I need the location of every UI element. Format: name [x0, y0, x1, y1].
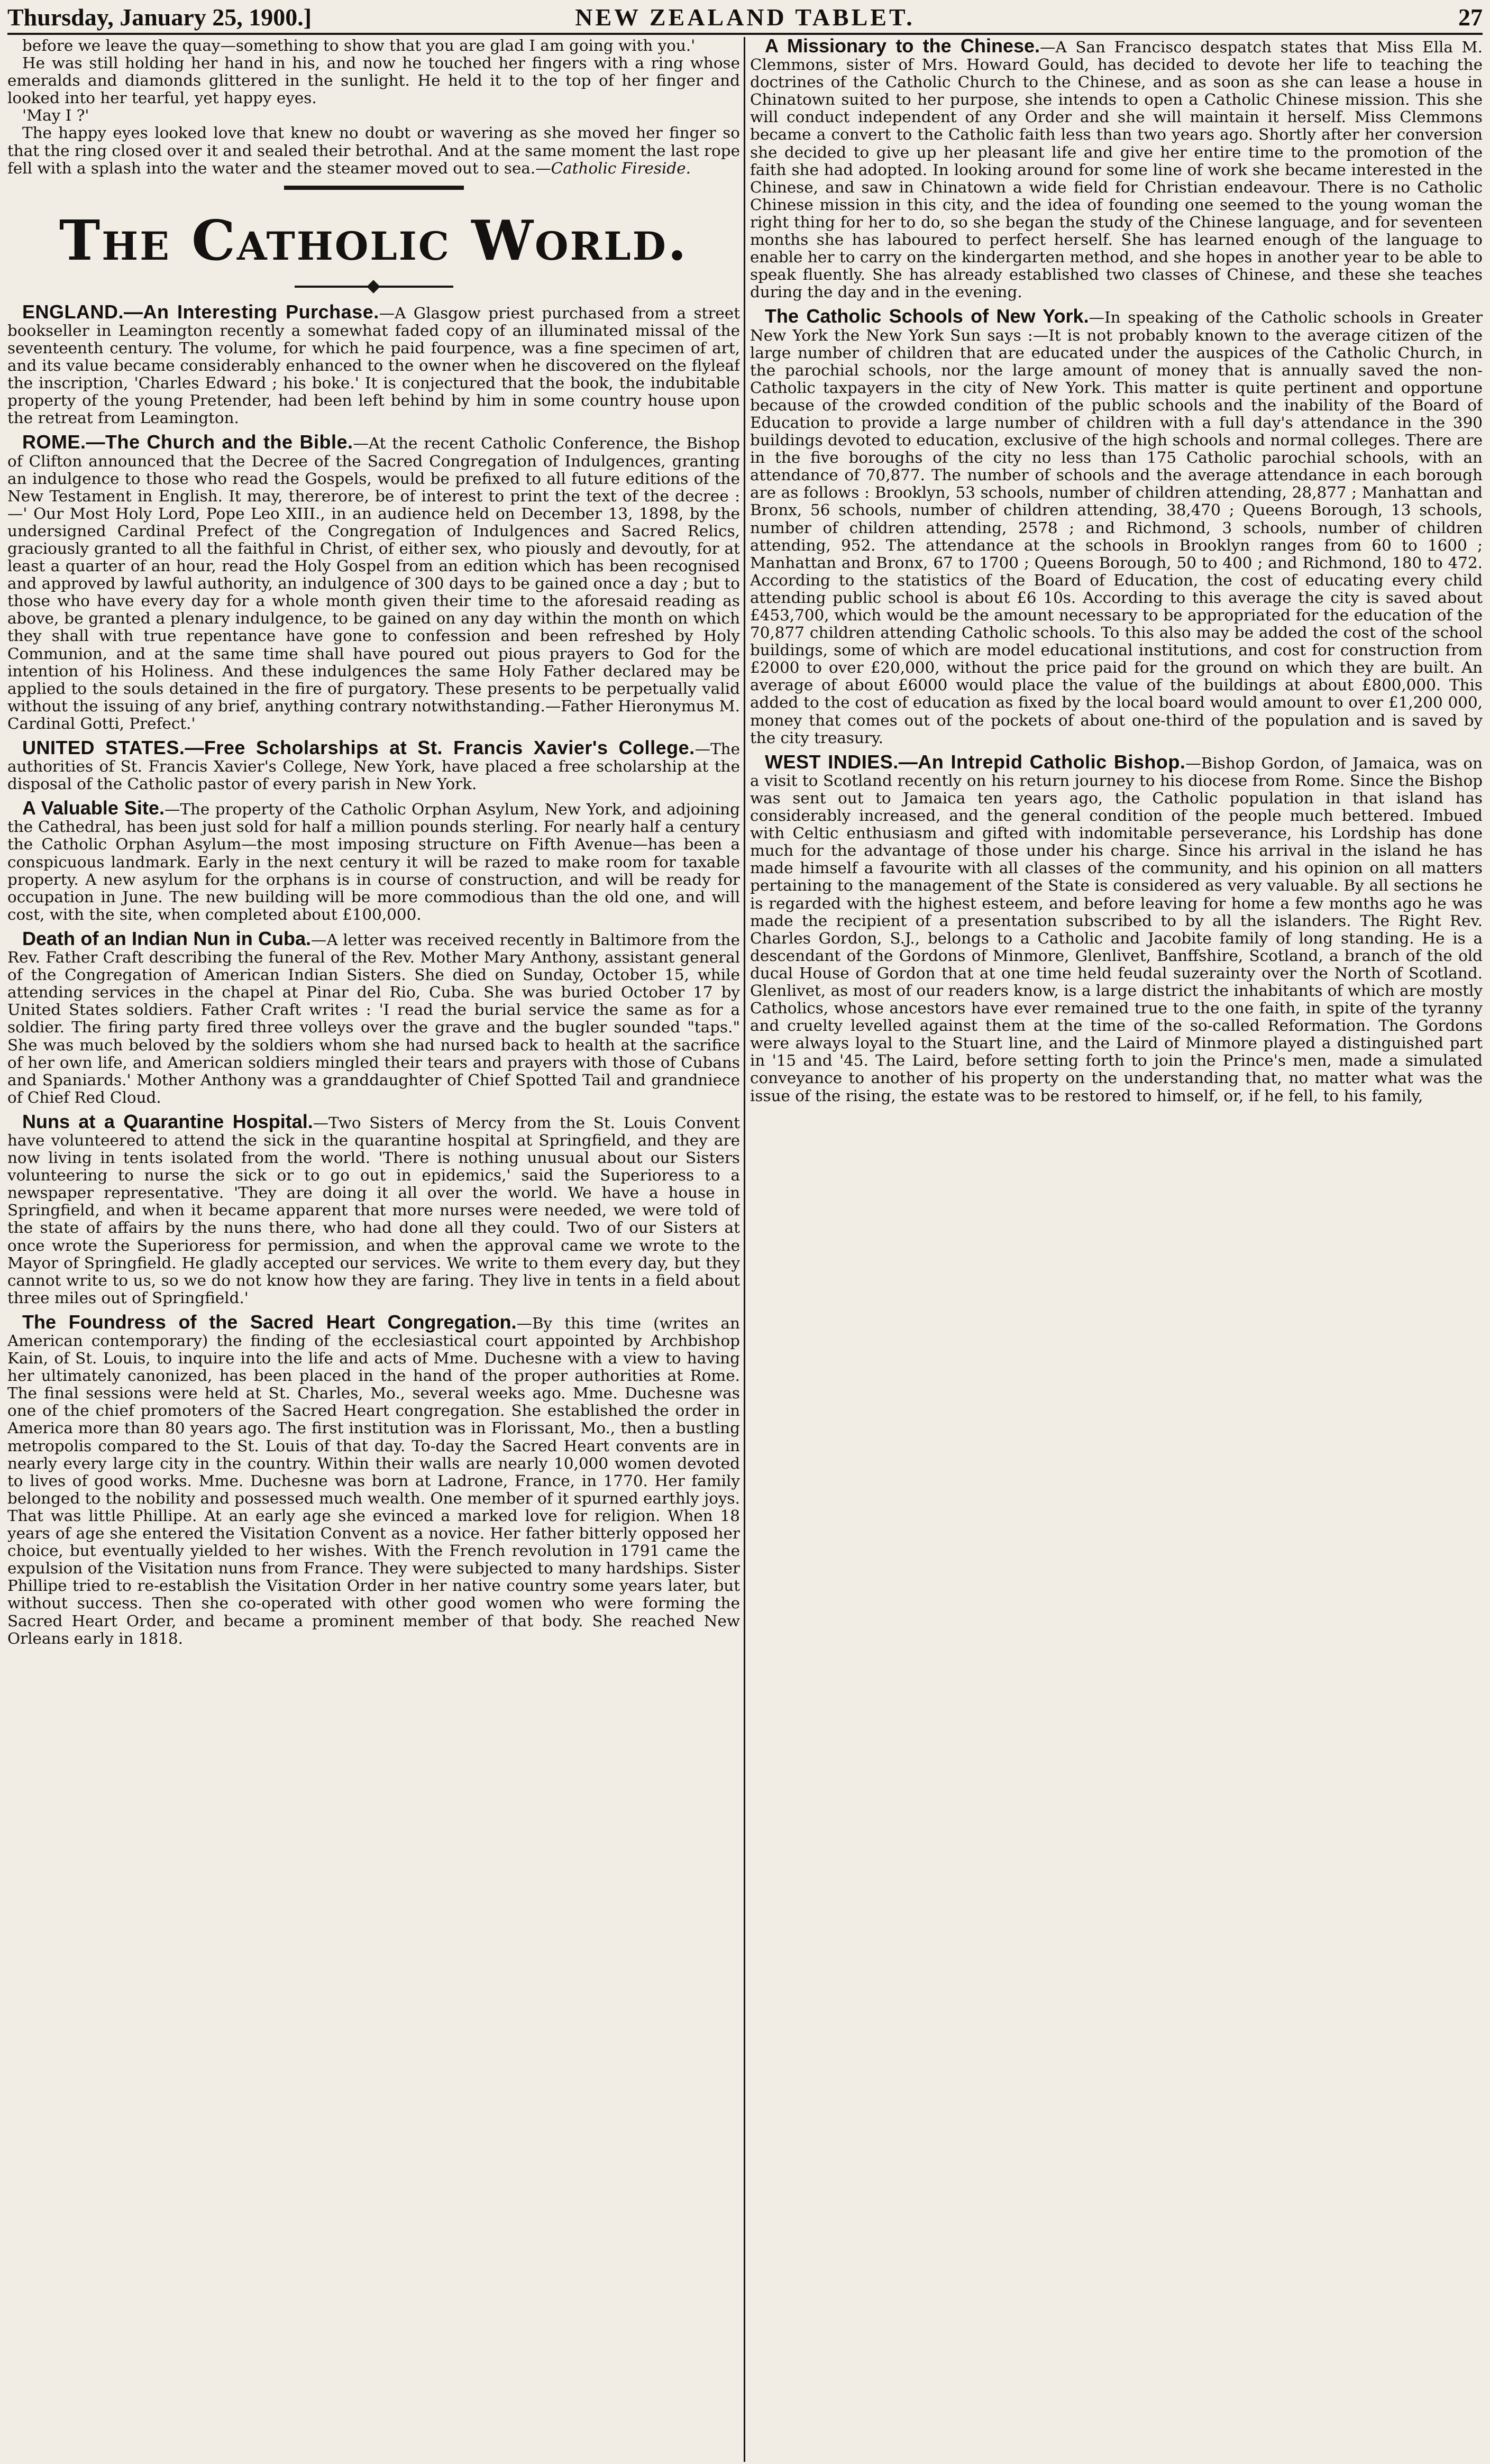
article-heading: ENGLAND.—An Interesting Purchase.: [22, 300, 379, 323]
article-body: —Bishop Gordon, of Jamaica, was on a visit to Scotland recently on his return journey to his diocese from Rome. Since the Bishop was sent out to Jamaica ten years ago, the Catholic population in that island has considerably increased, and the general condition of the people much bettered. Imbued with Celtic enthusiasm and gifted with indomitable perseverance, his Lordship has done much for the advantage of those under his charge. Since his arrival in the island he has made himself a favourite with all classes of the community, and his opinion on all matters pertaining to the management of the State is considered as very valuable. By all sections he is regarded with the highest esteem, and before leaving for home a few months ago he was made the recipient of a presentation subscribed to by all the islanders. The Right Rev. Charles Gordon, S.J., belongs to a Catholic and Jacobite family of long standing. He is a descendant of the Gordons of Minmore, Glenlivet, Banffshire, Scotland, a branch of the old ducal House of Gordon that at one time held feudal suzerainty over the North of Scotland. Glenlivet, as most of our readers know, is a large district the inhabitants of which are mostly Catholics, whose ancestors have ever remained true to the one faith, in spite of the tyranny and cruelty levelled against them at the time of the so-called Reformation. The Gordons were always loyal to the Stuart line, and the Laird of Minmore played a distinguished part in '15 and '45. The Laird, before setting forth to join the Prince's men, made a simulated conveyance to another of his property on the understanding that, no matter what was the issue of the rising, the estate was to be restored to himself, or, if he fell, to his family,: [750, 754, 1483, 1105]
header-title: NEW ZEALAND TABLET.: [575, 4, 915, 31]
story-paragraph-text: The happy eyes looked love that knew no doubt or wavering as she moved her finger so that the ring closed over it and sealed their betrothal. And at the same moment the last rope fell with a splash into the water and the steamer moved out to sea.—: [7, 124, 740, 177]
article-indian-nun: [7, 927, 740, 1106]
article-body: —At the recent Catholic Conference, the Bishop of Clifton announced that the Decree of the Sacred Congregation of Indulgences, granting an indulgence to those who read the Gospels, would be prefixed to all future editions of the New Testament in English. It may, thererore, be of interest to print the text of the decree :—' Our Most Holy Lord, Pope Leo XIII., in an audience held on December 13, 1898, by the undersigned Cardinal Prefect of the Congregation of Indulgences and Sacred Relics, graciously granted to all the faithful in Christ, of either sex, who piously and devoutly, for at least a quarter of an hour, read the Holy Gospel from an edition which has been recognised and approved by lawful authority, an indulgence of 300 days to be gained once a day ; but to those who have every day for a whole month given their time to the aforesaid reading as above, be granted a plenary indulgence, to be gained on any day within the month on which they shall with true repentance have gone to confession and been refreshed by Holy Communion, and at the same time shall have poured out pious prayers to God for the intention of his Holiness. And these indulgences the same Holy Father declared may be applied to the souls detained in the fire of purgatory. These presents to be perpetually valid without the issuing of any brief, anything contrary notwithstanding.—Father Hieronymus M. Cardinal Gotti, Prefect.': [7, 434, 740, 732]
article-body: —By this time (writes an American contemporary) the finding of the ecclesiastical court appointed by Archbishop Kain, of St. Louis, to inquire into the life and acts of Mme. Duchesne with a view to having her ultimately canonized, has been placed in the hand of the proper authorities at Rome. The final sessions were held at St. Charles, Mo., several weeks ago. Mme. Duchesne was one of the chief promoters of the Sacred Heart congregation. She established the order in America more than 80 years ago. The first institution was in Florissant, Mo., then a bustling metropolis compared to the St. Louis of that day. To-day the Sacred Heart convents are in nearly every large city in the country. Within their walls are nearly 10,000 women devoted to lives of good works. Mme. Duchesne was born at Ladrone, France, in 1770. Her family belonged to the nobility and possessed much wealth. One member of it spurned earthly joys. That was little Phillipe. At an early age she evinced a marked love for religion. When 18 years of age she entered the Visitation Convent as a novice. Her father bitterly opposed her choice, but eventually yielded to her wishes. With the French revolution in 1791 came the expulsion of the Visitation nuns from France. They were subjected to many hardships. Sister Phillipe tried to re-establish the Visitation Order in her native country some years later, but without success. Then she co-operated with other good women who were forming the Sacred Heart Order, and became a prominent member of that body. She reached New Orleans early in 1818.: [7, 1314, 740, 1647]
story-paragraph: [7, 124, 740, 177]
story-paragraph: He was still holding her hand in his, and now he touched her fingers with a ring whose emeralds and diamonds glittered in the sunlight. He held it to the top of her finger and looked into her tearful, yet happy eyes.: [7, 54, 740, 107]
article-united-states: [7, 739, 740, 793]
article-heading: UNITED STATES.—Free Scholarships at St. Francis Xavier's College.: [22, 737, 695, 758]
article-heading: ROME.—The Church and the Bible.: [22, 431, 353, 453]
article-valuable-site: [7, 799, 740, 923]
column-rule: [744, 37, 745, 2462]
article-england: [7, 300, 740, 427]
article-body: —A letter was received recently in Baltimore from the Rev. Father Craft describing the funeral of the Rev. Mother Mary Anthony, assistant general of the Congregation of American Indian Sisters. She died on Sunday, October 15, while attending services in the chapel at Pinar del Rio, Cuba. She was buried October 17 by United States soldiers. Father Craft writes : 'I read the burial service the same as for a soldier. The firing party fired three volleys over the grave and the bugler sounded "taps." She was much beloved by the soldiers whom she had nursed back to health at the sacrifice of her own life, and American soldiers mingled their tears and prayers with those of Cubans and Spaniards.' Mother Anthony was a granddaughter of Chief Spotted Tail and grandniece of Chief Red Cloud.: [7, 930, 740, 1106]
section-ornament-rule: [295, 280, 453, 294]
article-foundress: [7, 1313, 740, 1647]
page-header: [7, 2, 1483, 35]
article-body: —In speaking of the Catholic schools in Greater New York the New York Sun says :—It is not probably known to the average citizen of the large number of children that are educated under the auspices of the Catholic Church, in the parochial schools, nor the large amount of money that is annually saved the non-Catholic taxpayers in the city of New York. This matter is quite pertinent and opportune because of the crowded condition of the public schools and the inability of the Board of Education to provide a large number of children with a full day's attendance in the 390 buildings devoted to education, exclusive of the high schools and normal colleges. There are in the five boroughs of the city no less than 175 Catholic parochial schools, with an attendance of 70,877. The number of schools and the average attendance in each borough are as follows : Brooklyn, 53 schools, number of children attending, 28,877 ; Manhattan and Bronx, 56 schools, number of children attending, 38,470 ; Queens Borough, 13 schools, number of children attending, 2578 ; and Richmond, 3 schools, number of children attending, 952. The attendance at the schools in Brooklyn ranges from 60 to 1600 ; Manhattan and Bronx, 67 to 1700 ; Queens Borough, 50 to 400 ; and Richmond, 180 to 472. According to the statistics of the Board of Education, the cost of educating every child attending public school is about £6 10s. According to this average the city is saved about £453,700, which would be the amount necessary to be appropriated for the education of the 70,877 children attending Catholic schools. To this also may be added the cost of the school buildings, some of which are model educational institutions, and cost for construction from £2000 to over £20,000, without the price paid for the ground on which they are built. An average of about £6000 would place the value of the buildings at about £800,000. This added to the cost of education as fixed by the local board would amount to over £1,200 000, money that comes out of the pockets of about one-third of the population and is saved by the city treasury.: [750, 308, 1483, 747]
section-title: The Catholic World.: [59, 207, 689, 273]
header-page-number: 27: [1458, 4, 1483, 31]
article-rome: [7, 433, 740, 732]
article-body: —The property of the Catholic Orphan Asylum, New York, and adjoining the Cathedral, has been just sold for half a million pounds sterling. For nearly half a century the Catholic Orphan Asylum—the most imposing structure on Fifth Avenue—has been a conspicuous landmark. Early in the next century it will be razed to make room for taxable property. A new asylum for the orphans is in course of construction, and will be ready for occupation in June. The new building will be more commodious than the old one, and will cost, with the site, when completed about £100,000.: [7, 800, 740, 923]
article-west-indies: [750, 750, 1483, 1105]
article-heading: The Foundress of the Sacred Heart Congregation.: [22, 1311, 517, 1333]
article-body: —A Glasgow priest purchased from a street bookseller in Leamington recently a somewhat faded copy of an illuminated missal of the seventeenth century. The volume, for which he paid fourpence, was a fine specimen of art, and its value became considerably enhanced to the owner when he discovered on the flyleaf the inscription, 'Charles Edward ; his boke.' It is conjectured that the book, the indubitable property of the young Pretender, had been left behind by him in some country house upon the retreat from Leamington.: [7, 304, 740, 427]
section-top-rule: [284, 186, 464, 190]
article-heading: Nuns at a Quarantine Hospital.: [22, 1110, 313, 1132]
article-heading: Death of an Indian Nun in Cuba.: [22, 927, 312, 949]
article-chinese: [750, 37, 1483, 301]
article-heading: The Catholic Schools of New York.: [765, 305, 1089, 327]
header-date: Thursday, January 25, 1900.]: [7, 4, 312, 31]
article-body: —Two Sisters of Mercy from the St. Louis Convent have volunteered to attend the sick in the quarantine hospital at Springfield, and they are now living in tents isolated from the world. 'There is nothing unusual about our Sisters volunteering to nurse the sick or to go out in epidemics,' said the Superioress to a newspaper representative. 'They are doing it all over the world. We have a house in Springfield, and when it became apparent that more nurses were needed, we were told of the state of affairs by the nuns there, who had done all they could. Two of our Sisters at once wrote the Superioress for permission, and when the approval came we wrote to the Mayor of Springfield. He gladly accepted our services. We write to them every day, but they cannot write to us, so we do not know how they are faring. They live in tents in a field about three miles out of Springfield.': [7, 1113, 740, 1307]
section-heading-block: [7, 186, 740, 294]
story-paragraph: 'May I ?': [22, 106, 89, 125]
article-heading: WEST INDIES.—An Intrepid Catholic Bishop.: [765, 750, 1186, 773]
article-schools: [750, 307, 1483, 746]
article-heading: A Missionary to the Chinese.: [765, 37, 1040, 57]
column-right: [750, 37, 1483, 2462]
article-body: —The authorities of St. Francis Xavier's College, New York, have placed a free scholarship at the disposal of the Catholic pastor of every parish in New York.: [7, 740, 740, 793]
article-heading: A Valuable Site.: [22, 797, 164, 819]
story-source: Catholic Fireside.: [551, 159, 691, 177]
story-paragraph: before we leave the quay—something to show that you are glad I am going with you.': [22, 37, 696, 54]
story-ending: [7, 37, 740, 177]
article-quarantine: [7, 1110, 740, 1307]
column-left: [7, 37, 740, 2462]
article-body: —A San Francisco despatch states that Miss Ella M. Clemmons, sister of Mrs. Howard Gould, has decided to devote her life to teaching the doctrines of the Catholic Church to the Chinese, and as soon as she can lease a house in Chinatown suited to her purpose, she intends to open a Catholic Chinese mission. This she will conduct independent of any Order and she will maintain it herself. Miss Clemmons became a convert to the Catholic faith less than two years ago. Shortly after her conversion she decided to give up her pleasant life and give her entire time to the promotion of the faith she had adopted. In looking around for some line of work she became interested in the Chinese, and saw in Chinatown a wide field for Christian endeavour. There is no Catholic Chinese mission in this city, and the idea of founding one seemed to the young woman the right thing for her to do, so she began the study of the Chinese language, and for seventeen months she has laboured to perfect herself. She has learned enough of the language to enable her to carry on the kindergarten method, and she hopes in another year to be able to speak fluently. She has already established two classes of Chinese, and these she teaches during the day and in the evening.: [750, 38, 1483, 301]
